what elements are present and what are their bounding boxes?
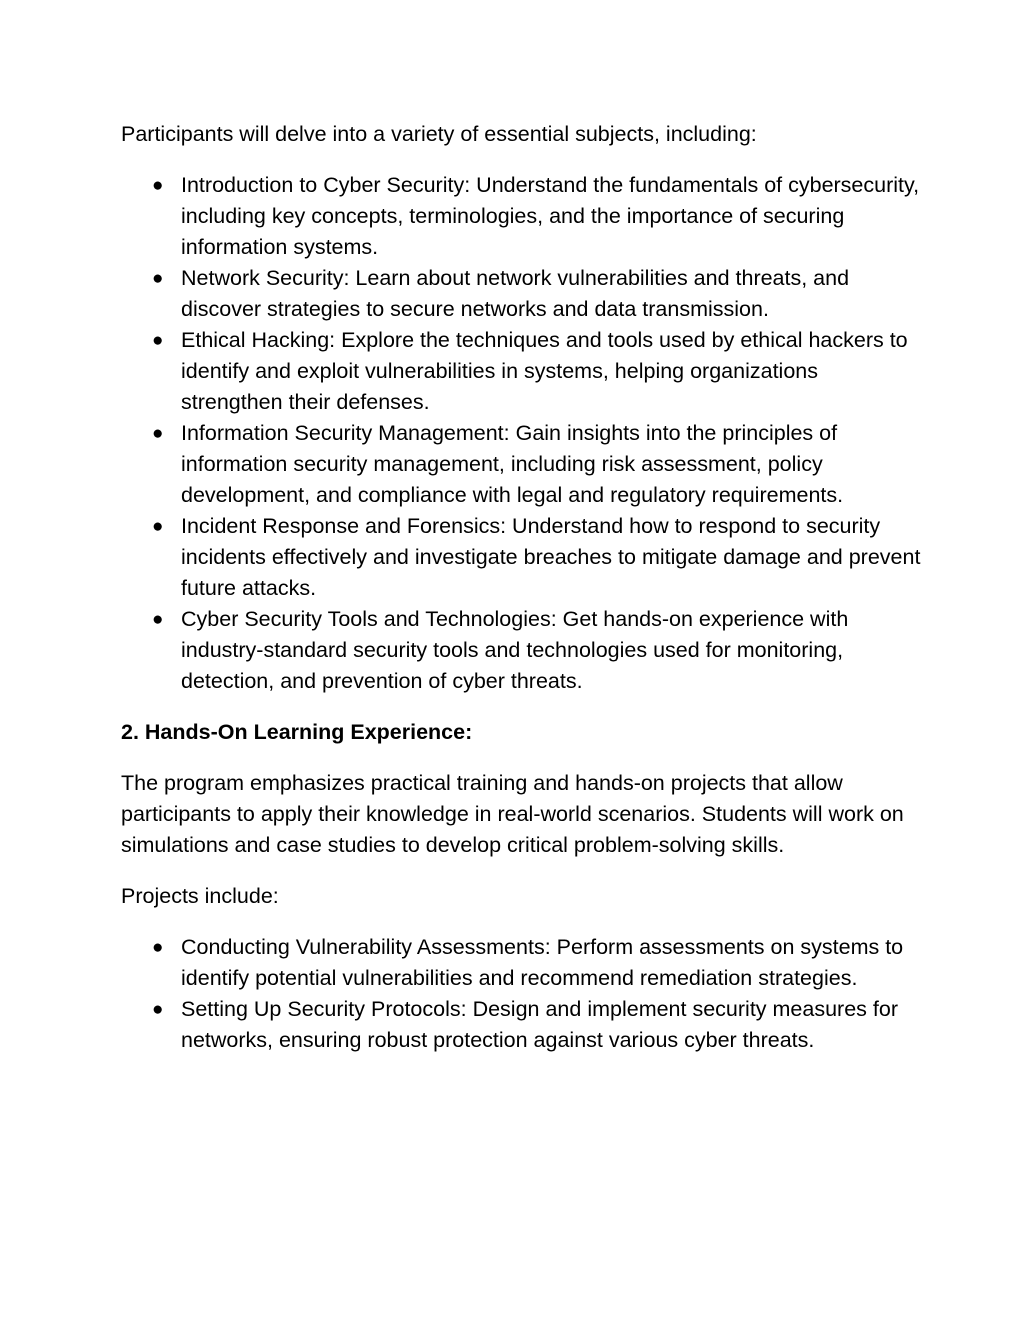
- list-item-text: Network Security: Learn about network vulnerabilities and threats, and discover strategies to secure networks and data transmission.: [181, 266, 850, 321]
- list-item: [121, 511, 921, 604]
- list-item-text: Setting Up Security Protocols: Design and implement security measures for networks, ensuring robust protection against various cyber threats.: [181, 997, 898, 1052]
- bullet-icon: ●: [152, 609, 164, 630]
- list-item-text: Cyber Security Tools and Technologies: Get hands-on experience with industry-standard security tools and technologies used for monitoring, detection, and prevention of cyber threats.: [181, 607, 849, 693]
- list-item: [121, 263, 921, 325]
- list-item: [121, 418, 921, 511]
- projects-intro: Projects include:: [121, 884, 279, 908]
- bullet-icon: ●: [152, 330, 164, 351]
- bullet-icon: ●: [152, 937, 164, 958]
- subjects-list: [121, 170, 921, 697]
- projects-list: [121, 932, 921, 1056]
- list-item: [121, 325, 921, 418]
- bullet-icon: ●: [152, 516, 164, 537]
- list-item: [121, 994, 921, 1056]
- list-item-text: Ethical Hacking: Explore the techniques and tools used by ethical hackers to identify and exploit vulnerabilities in systems, helping organizations strengthen their defenses.: [181, 328, 908, 414]
- list-item-text: Introduction to Cyber Security: Understand the fundamentals of cybersecurity, including key concepts, terminologies, and the importance of securing information systems.: [181, 173, 920, 259]
- list-item: [121, 604, 921, 697]
- section-heading: 2. Hands-On Learning Experience:: [121, 720, 473, 744]
- list-item-text: Information Security Management: Gain insights into the principles of information security management, including risk assessment, policy development, and compliance with legal and regulatory requirements.: [181, 421, 844, 507]
- intro-paragraph: Participants will delve into a variety of essential subjects, including:: [121, 122, 757, 146]
- document-body: [121, 119, 921, 1076]
- list-item-text: Incident Response and Forensics: Understand how to respond to security incidents effectively and investigate breaches to mitigate damage and prevent future attacks.: [181, 514, 921, 600]
- list-item: [121, 170, 921, 263]
- bullet-icon: ●: [152, 175, 164, 196]
- bullet-icon: ●: [152, 999, 164, 1020]
- bullet-icon: ●: [152, 423, 164, 444]
- list-item: [121, 932, 921, 994]
- section-paragraph: The program emphasizes practical training and hands-on projects that allow participants to apply their knowledge in real-world scenarios. Students will work on simulations and case studies to develop critical problem-solving skills.: [121, 771, 904, 857]
- list-item-text: Conducting Vulnerability Assessments: Perform assessments on systems to identify potential vulnerabilities and recommend remediation strategies.: [181, 935, 904, 990]
- bullet-icon: ●: [152, 268, 164, 289]
